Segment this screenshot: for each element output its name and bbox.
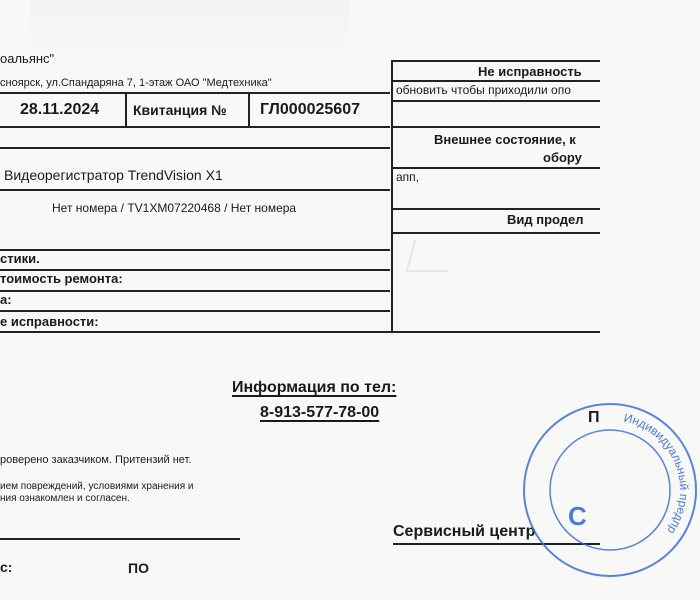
note-terms-2: ния ознакомлен и согласен. xyxy=(0,493,130,504)
fault-type-label: е исправности: xyxy=(0,314,99,329)
fault-text: обновить чтобы приходили опо xyxy=(396,83,571,97)
condition-text: апп, xyxy=(396,170,420,184)
po-label: ПО xyxy=(128,560,149,576)
footer-left-label: с: xyxy=(0,559,13,575)
condition-header-line1: Внешнее состояние, к xyxy=(434,132,576,147)
rule xyxy=(0,290,390,292)
org-name: оальянс" xyxy=(0,51,55,66)
stamp-graphic xyxy=(520,400,700,580)
rule xyxy=(0,189,390,191)
receipt-date: 28.11.2024 xyxy=(20,101,100,118)
rule xyxy=(0,147,390,149)
org-address: сноярск, ул.Спандаряна 7, 1-этаж ОАО "Медтехника" xyxy=(0,77,272,89)
receipt-number: ГЛ000025607 xyxy=(260,101,360,118)
bleed-through-area xyxy=(30,0,350,60)
rule xyxy=(0,310,390,312)
info-title: Информация по тел: xyxy=(232,379,397,396)
rule xyxy=(391,232,600,234)
rule xyxy=(391,167,600,169)
rule xyxy=(125,92,127,126)
stamp-inner-ring xyxy=(550,430,670,550)
receipt-number-label: Квитанция № xyxy=(133,102,227,118)
stamp-ring-text: Индивидуальный предпр xyxy=(622,410,692,537)
rule xyxy=(0,249,390,251)
rule xyxy=(0,126,390,128)
rule xyxy=(391,126,600,128)
fault-header: Не исправность xyxy=(478,64,582,79)
repair-cost-label: тоимость ремонта: xyxy=(0,271,123,286)
note-checked: роверено заказчиком. Притензий нет. xyxy=(0,454,192,466)
bleed-through-mark xyxy=(406,240,457,272)
condition-header-line2: обору xyxy=(543,150,582,165)
rule xyxy=(391,80,600,82)
row3-label: а: xyxy=(0,292,12,307)
device-name: Видеорегистратор TrendVision X1 xyxy=(4,167,223,183)
rule xyxy=(391,208,600,210)
note-terms-1: ием повреждений, условиями хранения и xyxy=(0,481,194,492)
stamp-letter: С xyxy=(568,501,587,531)
device-serials: Нет номера / TV1XM07220468 / Нет номера xyxy=(52,201,297,215)
product-type-header: Вид продел xyxy=(507,212,584,227)
rule xyxy=(391,60,600,62)
rule xyxy=(248,92,250,126)
rule xyxy=(0,92,390,94)
right-edge-letter: П xyxy=(588,409,600,426)
rule xyxy=(0,331,600,333)
stamp xyxy=(520,400,700,580)
rule xyxy=(391,100,600,102)
signature-line xyxy=(0,538,240,540)
service-center-label: Сервисный центр xyxy=(393,523,536,540)
info-phone: 8-913-577-78-00 xyxy=(260,404,380,421)
diagnostics-label: стики. xyxy=(0,251,40,266)
